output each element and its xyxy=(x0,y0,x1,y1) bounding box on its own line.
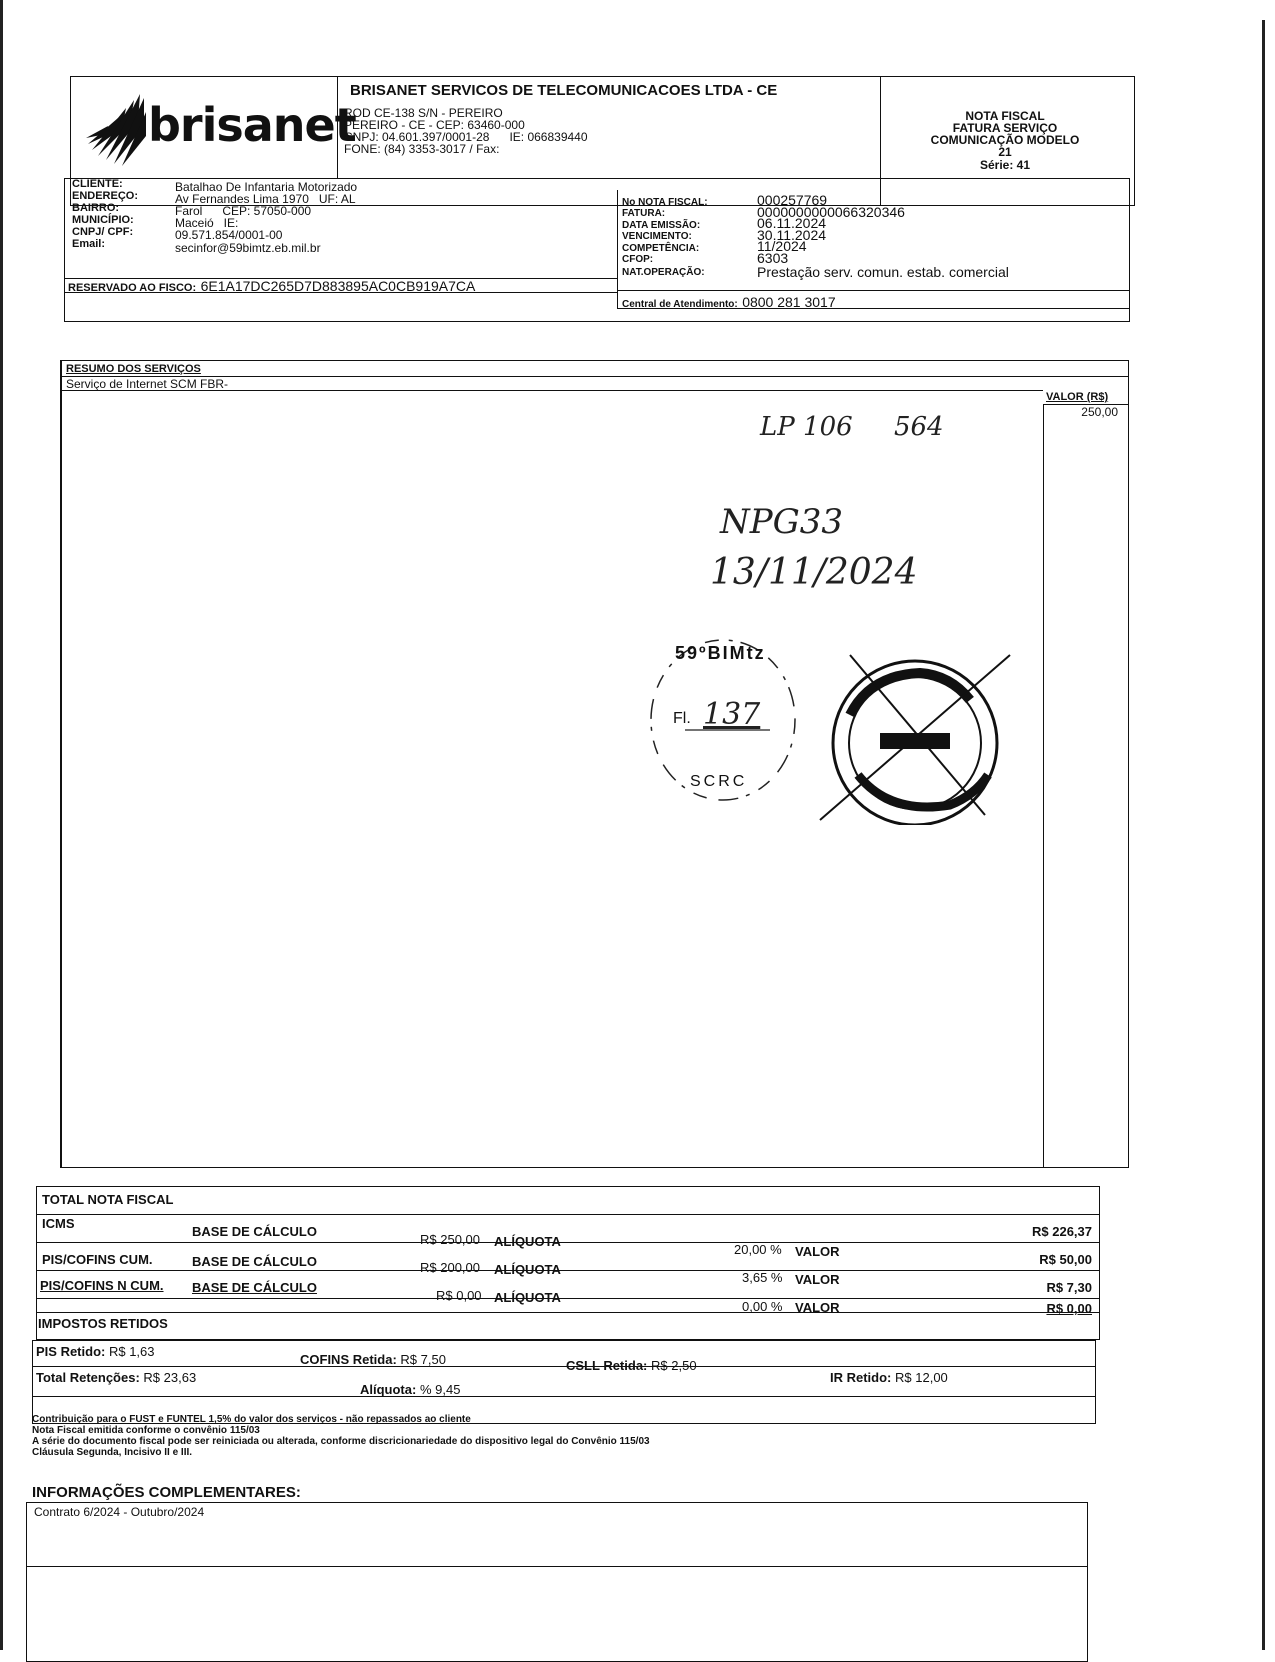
note-line: Nota Fiscal emitida conforme o convênio 115/03 xyxy=(32,1425,260,1436)
invoice-competencia: 11/2024 xyxy=(757,238,807,255)
client-label: ENDEREÇO: xyxy=(72,190,139,202)
invoice-nat-operacao: Prestação serv. comun. estab. comercial xyxy=(757,263,1009,280)
pis-retido xyxy=(36,1344,155,1359)
retidos-row-2 xyxy=(36,1370,1086,1397)
tax-total: R$ 226,37 xyxy=(1032,1224,1092,1239)
tax-valor-label: VALOR xyxy=(795,1244,840,1259)
page-stamp xyxy=(645,635,800,805)
client-label: CLIENTE: xyxy=(72,178,123,190)
tax-total: R$ 7,30 xyxy=(1046,1280,1092,1295)
client-label: CNPJ/ CPF: xyxy=(72,226,134,238)
ir-retido xyxy=(830,1370,948,1385)
serie: Série: 41 xyxy=(979,158,1031,172)
tax-valor-label: VALOR xyxy=(795,1272,840,1287)
stamp-number: 137 xyxy=(703,697,761,732)
ir-value: R$ 12,00 xyxy=(895,1370,948,1385)
tax-name: PIS/COFINS CUM. xyxy=(42,1252,153,1267)
invoice-number: 000257769 xyxy=(757,192,828,208)
invoice-label: No NOTA FISCAL: xyxy=(622,197,708,208)
stamp-bottom-text: SCRC xyxy=(690,773,748,790)
total-retencoes xyxy=(36,1370,196,1385)
invoice-cfop: 6303 xyxy=(757,249,789,266)
pis-value: R$ 1,63 xyxy=(108,1344,155,1359)
value-header: VALOR (R$) xyxy=(1046,391,1109,403)
tax-row-extra xyxy=(40,1299,1096,1316)
cofins-value: R$ 7,50 xyxy=(400,1352,446,1367)
invoice-label: COMPETÊNCIA: xyxy=(622,242,700,254)
ir-label: IR Retido: xyxy=(830,1370,892,1385)
tax-valor-label: VALOR xyxy=(795,1300,840,1315)
invoice-vencimento: 30.11.2024 xyxy=(757,226,827,243)
totals-title: TOTAL NOTA FISCAL xyxy=(42,1192,174,1207)
stamp-top-text: 59ºBIMtz xyxy=(675,643,766,663)
handwritten-note-1: LP 106 564 xyxy=(760,412,944,442)
csll-value: R$ 2,50 xyxy=(651,1358,697,1373)
client-name: Batalhao De Infantaria Motorizado xyxy=(175,180,358,194)
central-atendimento xyxy=(622,294,836,312)
tax-aliq: 0,00 % xyxy=(742,1299,783,1314)
crossed-stamp xyxy=(810,645,1020,825)
address-line: ROD CE-138 S/N - PEREIRO xyxy=(344,106,503,120)
invoice-label: NAT.OPERAÇÃO: xyxy=(622,267,705,279)
tax-row-pis-cofins-cum xyxy=(40,1242,1096,1277)
tax-total: R$ 50,00 xyxy=(1039,1252,1092,1267)
client-bairro: Farol CEP: 57050-000 xyxy=(175,204,312,218)
handwritten-note-3: 13/11/2024 xyxy=(710,552,918,593)
client-email: secinfor@59bimtz.eb.mil.br xyxy=(175,241,321,255)
invoice-values xyxy=(757,192,1009,280)
invoice-label: FATURA: xyxy=(622,208,666,220)
address-line: CNPJ: 04.601.397/0001-28 IE: 066839440 xyxy=(344,130,588,144)
fisco-label: RESERVADO AO FISCO: xyxy=(68,282,197,294)
client-label: BAIRRO: xyxy=(72,202,120,214)
client-label: Email: xyxy=(72,238,106,250)
scan-edge-right xyxy=(1262,20,1265,1650)
tax-base-label: BASE DE CÁLCULO xyxy=(192,1254,317,1269)
logo-wordmark: brisanet xyxy=(148,98,356,152)
tax-base-label: BASE DE CÁLCULO xyxy=(192,1280,317,1295)
doc-type-line: COMUNICAÇÃO MODELO xyxy=(930,133,1080,147)
tax-base: R$ 200,00 xyxy=(420,1260,480,1275)
info-text: Contrato 6/2024 - Outubro/2024 xyxy=(34,1505,205,1519)
address-line: FONE: (84) 3353-3017 / Fax: xyxy=(344,142,500,156)
company-address xyxy=(344,107,588,155)
tax-aliq: 3,65 % xyxy=(742,1270,783,1285)
invoice-labels xyxy=(622,197,708,279)
pis-label: PIS Retido: xyxy=(36,1344,106,1359)
note-line: A série do documento fiscal pode ser reiniciada ou alterada, conforme discricionariedade do dispositivo legal do Convênio 115/03 xyxy=(32,1436,650,1447)
invoice-fatura: 0000000000066320346 xyxy=(757,203,905,220)
service-item: Serviço de Internet SCM FBR- xyxy=(66,377,229,391)
note-line: Cláusula Segunda, Incisivo II e III. xyxy=(32,1447,193,1458)
client-municipio: Maceió IE: xyxy=(175,216,239,230)
company-logo xyxy=(78,78,356,174)
note-line: Contribuição para o FUST e FUNTEL 1,5% do valor dos serviços - não repassados ao cliente xyxy=(32,1414,471,1425)
central-phone: 0800 281 3017 xyxy=(742,294,836,310)
retidos-aliq-value: % 9,45 xyxy=(419,1382,461,1397)
client-cnpj: 09.571.854/0001-00 xyxy=(175,228,283,242)
tax-aliq-label: ALÍQUOTA xyxy=(494,1290,561,1305)
fisco-row xyxy=(68,278,475,296)
client-label: MUNICÍPIO: xyxy=(72,214,134,226)
csll-label: CSLL Retida: xyxy=(566,1358,648,1373)
doc-type-line: 21 xyxy=(998,145,1012,159)
service-value: 250,00 xyxy=(1081,405,1118,419)
retidos-aliq-label: Alíquota: xyxy=(360,1382,417,1397)
tax-total: R$ 0,00 xyxy=(1046,1301,1092,1316)
brisanet-logo-icon xyxy=(78,78,158,174)
fiscal-notes xyxy=(32,1414,650,1458)
doc-type-line: FATURA SERVIÇO xyxy=(952,121,1058,135)
retidos-aliquota xyxy=(360,1382,460,1397)
client-address: Av Fernandes Lima 1970 UF: AL xyxy=(175,192,356,206)
invoice-label: DATA EMISSÃO: xyxy=(622,219,701,231)
invoice-label: VENCIMENTO: xyxy=(622,231,692,243)
client-labels xyxy=(72,178,138,250)
scan-edge-left xyxy=(0,0,3,1650)
tax-aliq-label: ALÍQUOTA xyxy=(494,1262,561,1277)
info-title: INFORMAÇÕES COMPLEMENTARES: xyxy=(32,1484,301,1501)
tax-row-icms xyxy=(40,1216,1096,1249)
central-label: Central de Atendimento: xyxy=(622,299,738,310)
handwritten-note-2: NPG33 xyxy=(720,502,844,542)
fisco-code: 6E1A17DC265D7D883895AC0CB919A7CA xyxy=(200,278,476,294)
services-title: RESUMO DOS SERVIÇOS xyxy=(66,363,201,375)
doc-type-line: NOTA FISCAL xyxy=(965,109,1045,123)
tax-name: PIS/COFINS N CUM. xyxy=(40,1278,164,1293)
document-type xyxy=(900,110,1110,171)
client-values xyxy=(175,181,357,254)
total-retencoes-label: Total Retenções: xyxy=(36,1370,140,1385)
crossed-stamp-icon xyxy=(810,645,1020,825)
invoice-label: CFOP: xyxy=(622,254,654,266)
info-box xyxy=(26,1502,1088,1662)
cofins-label: COFINS Retida: xyxy=(300,1352,397,1367)
tax-row-pis-cofins-n-cum xyxy=(40,1270,1096,1305)
tax-name: ICMS xyxy=(42,1216,75,1231)
tax-aliq: 20,00 % xyxy=(734,1242,782,1257)
cofins-retida xyxy=(300,1352,446,1367)
tax-base: R$ 250,00 xyxy=(420,1232,480,1247)
retidos-row-1 xyxy=(36,1344,1086,1373)
tax-base-label: BASE DE CÁLCULO xyxy=(192,1224,317,1239)
stamp-fl-label: Fl. xyxy=(673,710,691,727)
total-retencoes-value: R$ 23,63 xyxy=(143,1370,197,1385)
address-line: PEREIRO - CE - CEP: 63460-000 xyxy=(344,118,525,132)
company-name: BRISANET SERVICOS DE TELECOMUNICACOES LTDA - CE xyxy=(350,82,778,99)
invoice-emissao: 06.11.2024 xyxy=(757,215,827,232)
retidos-title: IMPOSTOS RETIDOS xyxy=(38,1316,168,1331)
tax-aliq-label: ALÍQUOTA xyxy=(494,1234,561,1249)
tax-base: R$ 0,00 xyxy=(436,1288,482,1303)
